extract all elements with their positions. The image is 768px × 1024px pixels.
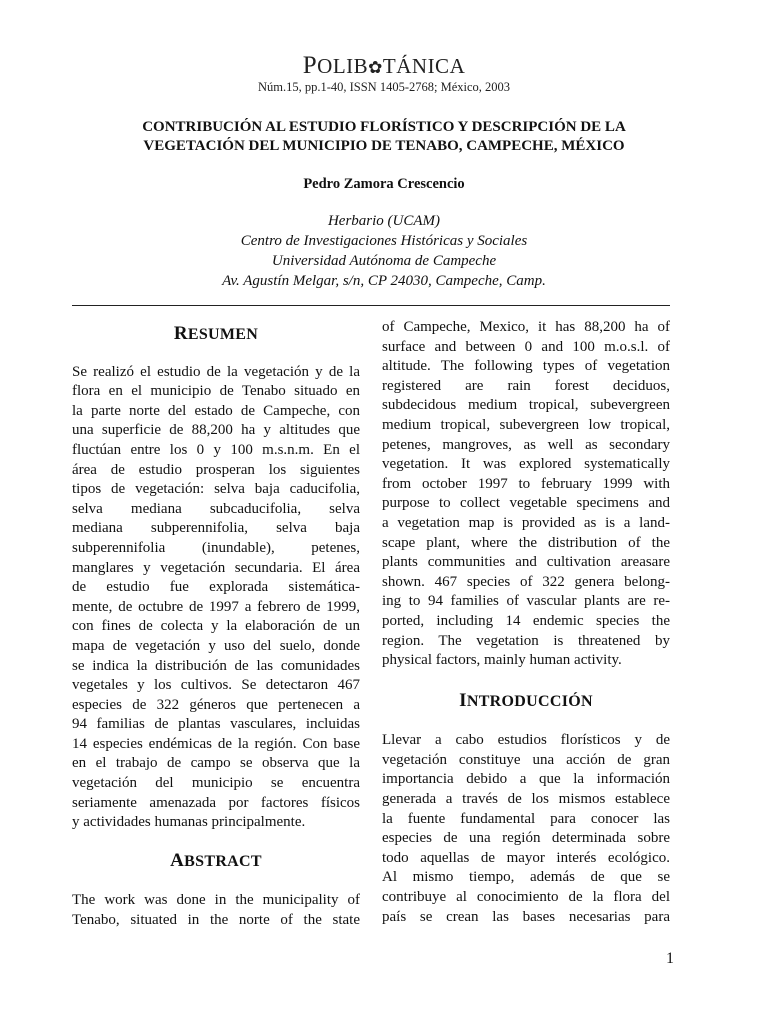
text-line: of Campeche, Mexico, it has 88,200 ha of (382, 319, 670, 335)
journal-logo-icon: ✿ (368, 58, 383, 78)
affiliation-line: Centro de Investigaciones Históricas y Sociales (240, 233, 528, 249)
text-line: Llevar a cabo estudios florísticos y de (382, 732, 670, 749)
text-line: país se crean las bases necesarias para (382, 908, 670, 925)
abstract-heading: ABSTRACT (170, 849, 262, 871)
text-line: subdecidous medium tropical, subevergreen (382, 397, 670, 414)
article-title (60, 118, 708, 156)
journal-title (0, 52, 768, 80)
text-line: Al mismo tiempo, además de que se (382, 869, 670, 886)
text-line: plants communities and cultivation areasare (382, 554, 670, 571)
journal-info: Núm.15, pp.1-40, ISSN 1405-2768; México, 2003 (257, 80, 511, 94)
text-line: 14 especies endémicas de la región. Con base (72, 735, 360, 752)
text-line: a vegetation map is provided as is a land- (382, 514, 670, 531)
text-line: tipos de vegetación: selva baja caducifolia, (72, 481, 360, 498)
text-line: shown. 467 species of 322 genera belong- (382, 573, 670, 590)
affiliation-line: Herbario (UCAM) (327, 213, 441, 229)
text-line: manglares y vegetación secundaria. El área (72, 559, 360, 576)
text-line: Tenabo, situated in the norte of the state (72, 912, 360, 929)
text-line: con fines de colecta y la elaboración de un (72, 618, 360, 635)
text-line: importancia debido a que la información (382, 771, 670, 788)
left-column (72, 318, 360, 931)
text-line: physical factors, mainly human activity. (382, 652, 622, 669)
text-line: medium tropical, subevergreen low tropical, (382, 416, 670, 433)
abstract-paragraph-continued (382, 318, 670, 671)
text-line: de estudio fue explorada sistemática- (72, 579, 360, 596)
text-line: selva mediana subcaducifolia, selva (72, 500, 360, 517)
text-line: ing to 94 families of vascular plants are re- (382, 593, 670, 610)
text-line: se indica la distribución de las comunidades (72, 657, 360, 674)
text-line: altitude. The following types of vegetation (382, 358, 670, 375)
text-line: vegetales y los cultivos. Se detectaron 467 (72, 677, 360, 694)
text-line: mediana subperennifolia, selva baja (72, 520, 360, 537)
article-title-line: VEGETACIÓN DEL MUNICIPIO DE TENABO, CAMPECHE, MÉXICO (143, 138, 625, 154)
text-line: vegetación del municipio se encuentra (72, 775, 360, 792)
resumen-heading: RESUMEN (173, 323, 259, 344)
text-line: vegetation. It was explored systematically (382, 456, 670, 473)
text-line: seriamente amenazada por factores físicos (72, 794, 360, 811)
text-line: 94 familias de plantas vasculares, incluidas (72, 716, 360, 733)
introduccion-heading: INTRODUCCIÓN (459, 689, 593, 711)
text-line: especies de 322 géneros que pertenecen a (72, 696, 360, 713)
text-line: especies de una región determinada sobre (382, 830, 670, 847)
header-divider (72, 305, 670, 306)
text-line: fluctúan entre los 0 y 100 m.s.n.m. En el (72, 441, 360, 458)
text-line: una superficie de 88,200 ha y altitudes que (72, 422, 360, 439)
text-line: region. The vegetation is threatened by (382, 632, 670, 649)
introduccion-paragraph (382, 731, 670, 927)
journal-name-part: OLIB (317, 54, 369, 78)
text-line: subperennifolia (inundable), petenes, (72, 539, 360, 556)
text-line: ported, including 14 endemic species the (382, 612, 670, 629)
text-line: todo aquellas de mayor interés ecológico. (382, 849, 670, 866)
resumen-paragraph (72, 363, 360, 833)
affiliation-line: Universidad Autónoma de Campeche (271, 253, 497, 269)
page-number: 1 (666, 950, 674, 967)
text-line: vegetación constituye una acción de gran (382, 751, 670, 768)
text-line: The work was done in the municipality of (72, 892, 360, 909)
abstract-paragraph-start (72, 891, 360, 930)
journal-name-end: TÁNICA (382, 54, 466, 78)
text-line: generada a través de los mismos establece (382, 791, 670, 808)
text-line: flora en el municipio de Tenabo situado en (72, 383, 360, 400)
text-line: petenes, mangroves, as well as secondary (382, 436, 670, 453)
text-line: mapa de vegetación y uso del suelo, donde (72, 637, 360, 654)
affiliation-line: Av. Agustín Melgar, s/n, CP 24030, Campeche, Camp. (222, 273, 546, 289)
journal-name-initial: P (302, 52, 318, 79)
text-line: en el trabajo de campo se observa que la (72, 755, 360, 772)
text-line: mente, de octubre de 1997 a febrero de 1999, (72, 598, 360, 615)
text-line: surface and between 0 and 100 m.o.s.l. of (382, 338, 670, 355)
author-affiliation (0, 211, 768, 291)
text-line: la parte norte del estado de Campeche, con (72, 402, 360, 419)
text-line: Se realizó el estudio de la vegetación y de la (72, 363, 360, 380)
article-author: Pedro Zamora Crescencio (303, 176, 465, 192)
text-line: área de estudio prosperan los siguientes (72, 461, 360, 478)
right-column (382, 318, 670, 927)
text-line: purpose to collect vegetable specimens and (382, 495, 670, 512)
article-title-line: CONTRIBUCIÓN AL ESTUDIO FLORÍSTICO Y DESCRIPCIÓN DE LA (142, 119, 626, 135)
text-line: la fuente fundamental para conocer las (382, 810, 670, 827)
text-line: from october 1997 to february 1999 with (382, 475, 670, 492)
text-line: scape plant, where the distribution of the (382, 534, 670, 551)
text-line: registered are rain forest deciduos, (382, 377, 670, 394)
text-line: contribuye al conocimiento de la flora del (382, 889, 670, 906)
text-line: y actividades humanas principalmente. (72, 814, 306, 831)
